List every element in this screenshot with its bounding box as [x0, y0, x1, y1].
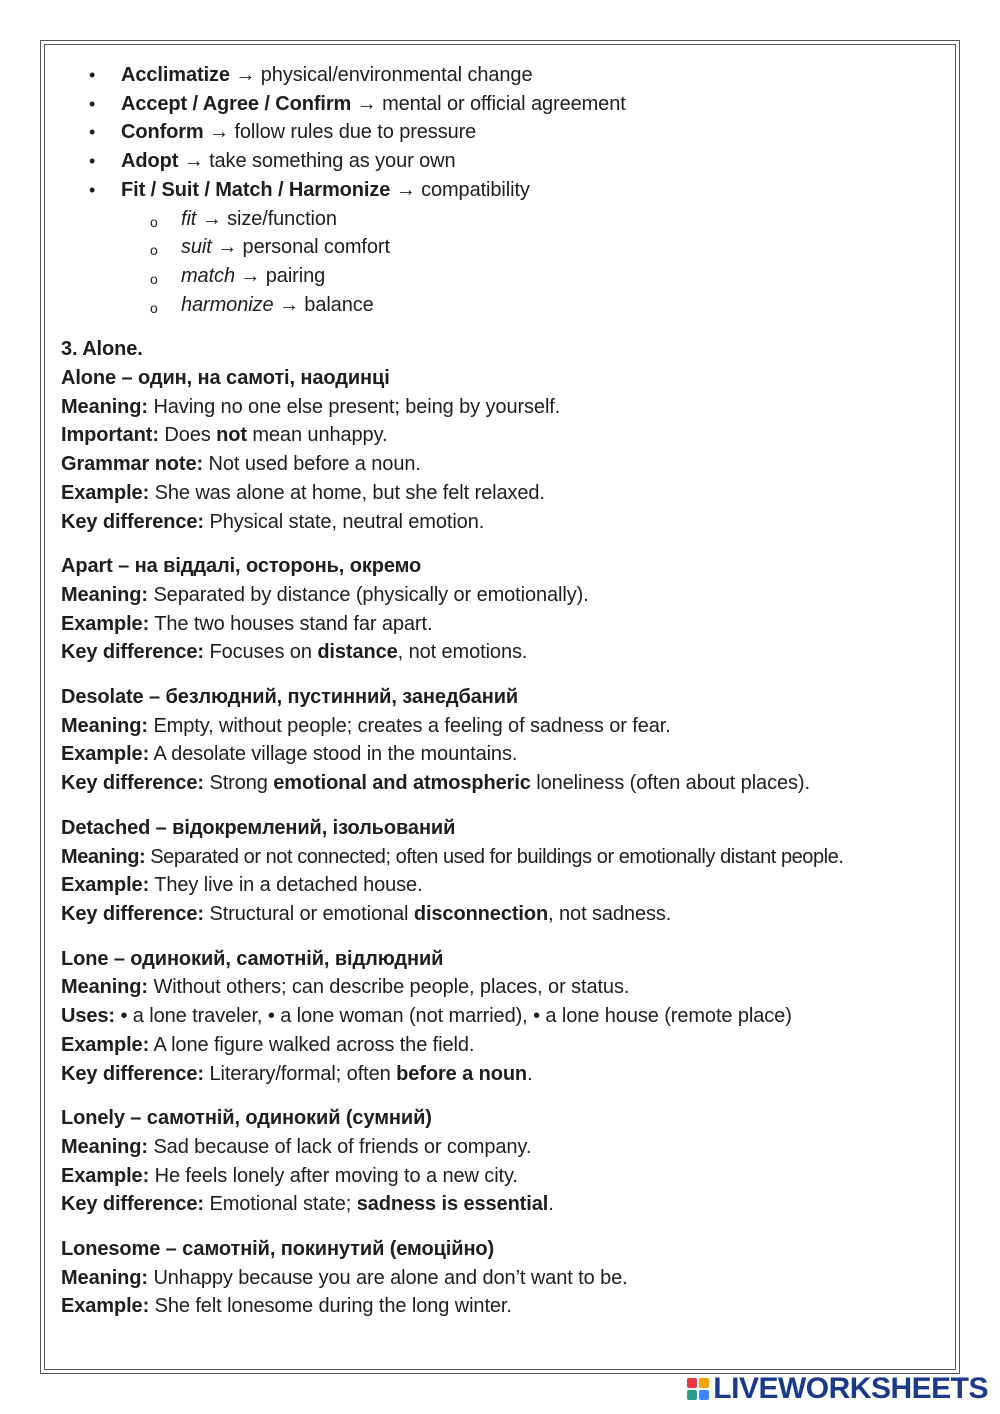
key-difference-line: Key difference: Strong emotional and atmospheric loneliness (often about places).	[61, 772, 810, 795]
section-alone	[61, 335, 961, 536]
list-item: • Accept / Agree / Confirm → mental or official agreement	[61, 90, 961, 119]
entry-heading: Alone – один, на самоті, наодинці	[61, 367, 390, 390]
entry-lonely	[61, 1104, 961, 1219]
meaning-line: Meaning: Empty, without people; creates a feeling of sadness or fear.	[61, 714, 671, 737]
meaning-line: Meaning: Separated by distance (physically or emotionally).	[61, 583, 589, 606]
key-difference-line: Key difference: Physical state, neutral emotion.	[61, 510, 485, 533]
entry-lone	[61, 945, 961, 1089]
entry-desolate	[61, 683, 961, 798]
worksheet-content	[61, 61, 961, 1321]
list-item: o fit → size/function	[61, 205, 961, 234]
example-line: Example: He feels lonely after moving to a new city.	[61, 1164, 518, 1187]
list-item: • Adopt → take something as your own	[61, 147, 961, 176]
entry-heading: Lonely – самотній, одинокий (сумний)	[61, 1107, 432, 1130]
grammar-line: Grammar note: Not used before a noun.	[61, 453, 421, 476]
entry-heading: Detached – відокремлений, ізольований	[61, 816, 456, 839]
meaning-line: Meaning: Without others; can describe people, places, or status.	[61, 976, 630, 999]
meaning-line: Meaning: Sad because of lack of friends or company.	[61, 1135, 532, 1158]
list-item: • Fit / Suit / Match / Harmonize → compatibility	[61, 176, 961, 205]
example-line: Example: She was alone at home, but she felt relaxed.	[61, 481, 545, 504]
logo-square	[687, 1378, 697, 1388]
key-difference-line: Key difference: Emotional state; sadness is essential.	[61, 1193, 554, 1216]
uses-line: Uses: • a lone traveler, • a lone woman (not married), • a lone house (remote place)	[61, 1005, 792, 1028]
entry-heading: Apart – на віддалі, осторонь, окремо	[61, 555, 422, 578]
liveworksheets-logo[interactable]	[687, 1372, 988, 1406]
example-line: Example: A desolate village stood in the mountains.	[61, 743, 518, 766]
meaning-line: Meaning: Separated or not connected; often used for buildings or emotionally distant people.	[61, 845, 844, 868]
list-item: o match → pairing	[61, 262, 961, 291]
entry-heading: Desolate – безлюдний, пустинний, занедбаний	[61, 686, 519, 709]
example-line: Example: They live in a detached house.	[61, 874, 423, 897]
meaning-line: Meaning: Unhappy because you are alone and don’t want to be.	[61, 1266, 628, 1289]
entry-heading: Lonesome – самотній, покинутий (емоційно)	[61, 1238, 495, 1261]
entry-heading: Lone – одинокий, самотній, відлюдний	[61, 947, 444, 970]
entry-lonesome	[61, 1235, 961, 1321]
sub-bullet-list	[61, 205, 961, 320]
meaning-line: Meaning: Having no one else present; being by yourself.	[61, 395, 561, 418]
brand-name: LIVEWORKSHEETS	[713, 1372, 988, 1405]
example-line: Example: A lone figure walked across the field.	[61, 1033, 475, 1056]
list-item: o harmonize → balance	[61, 291, 961, 320]
example-line: Example: She felt lonesome during the long winter.	[61, 1295, 512, 1318]
logo-square	[687, 1390, 697, 1400]
key-difference-line: Key difference: Literary/formal; often before a noun.	[61, 1062, 533, 1085]
logo-square	[699, 1378, 709, 1388]
synonym-bullet-list	[61, 61, 961, 205]
example-line: Example: The two houses stand far apart.	[61, 612, 433, 635]
key-difference-line: Key difference: Focuses on distance, not emotions.	[61, 641, 528, 664]
logo-square	[699, 1390, 709, 1400]
entry-detached	[61, 814, 961, 929]
important-line: Important: Does not mean unhappy.	[61, 424, 388, 447]
list-item: o suit → personal comfort	[61, 233, 961, 262]
section-title: 3. Alone.	[61, 338, 143, 361]
key-difference-line: Key difference: Structural or emotional disconnection, not sadness.	[61, 902, 672, 925]
entry-apart	[61, 552, 961, 667]
list-item: • Acclimatize → physical/environmental change	[61, 61, 961, 90]
list-item: • Conform → follow rules due to pressure	[61, 118, 961, 147]
liveworksheets-icon	[687, 1378, 709, 1400]
